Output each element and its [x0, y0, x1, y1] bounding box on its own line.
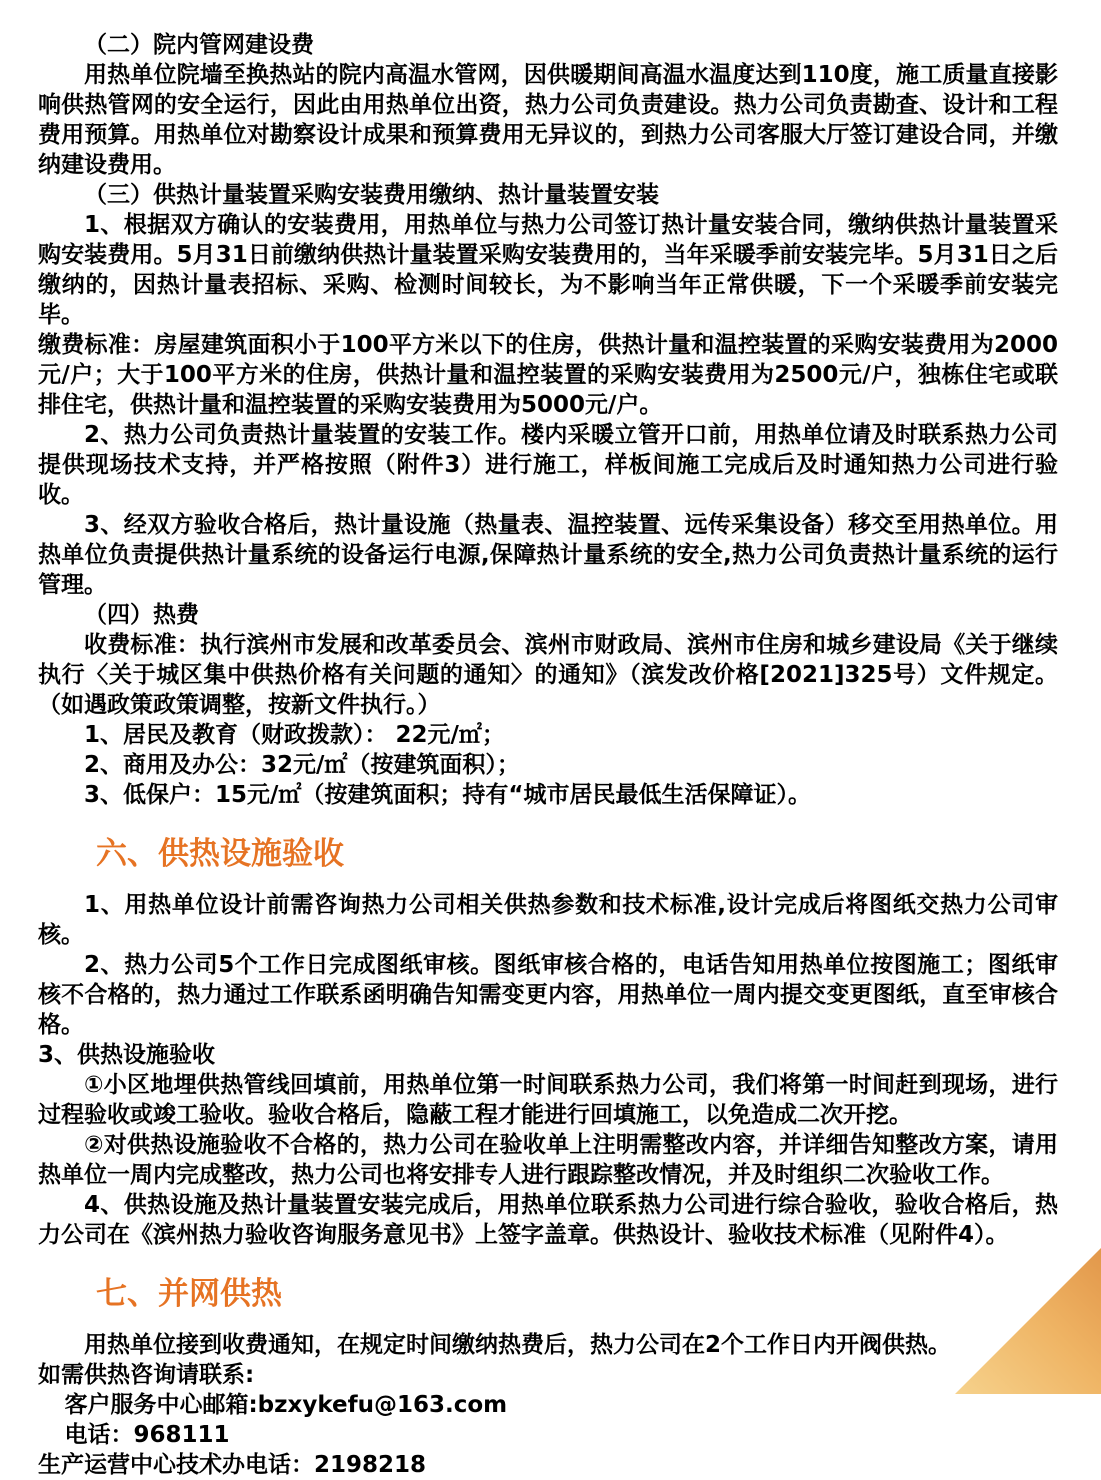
section-6-item-2: 2、热力公司5个工作日完成图纸审核。图纸审核合格的，电话告知用热单位按图施工；图纸审核不合格的，热力通过工作联系函明确告知需变更内容，用热单位一周内提交变更图纸，直至审核合格。 — [38, 952, 1058, 1038]
subsection-3-payment-standard: 缴费标准：房屋建筑面积小于100平方米以下的住房，供热计量和温控装置的采购安装费用为2000元/户；大于100平方米的住房，供热计量和温控装置的采购安装费用为2500元/户，独栋住宅或联排住宅，供热计量和温控装置的采购安装费用为5000元/户。 — [38, 332, 1058, 418]
section-6-heading: 六、供热设施验收 — [96, 836, 344, 872]
subsection-4-fee-standard: 收费标准：执行滨州市发展和改革委员会、滨州市财政局、滨州市住房和城乡建设局《关于继续执行〈关于城区集中供热价格有关问题的通知〉的通知》（滨发改价格[2021]325号）文件规定。（如遇政策政策调整，按新文件执行。） — [38, 632, 1058, 718]
subsection-2-title: （二）院内管网建设费 — [84, 32, 314, 58]
subsection-3-item-3: 3、经双方验收合格后，热计量设施（热量表、温控装置、远传采集设备）移交至用热单位。用热单位负责提供热计量系统的设备运行电源,保障热计量系统的安全,热力公司负责热计量系统的运行管理。 — [38, 512, 1058, 598]
document-body — [38, 30, 1058, 1480]
contact-phone: 电话：968111 — [64, 1422, 230, 1448]
subsection-3-item-1: 1、根据双方确认的安装费用，用热单位与热力公司签订热计量安装合同，缴纳供热计量装置采购安装费用。5月31日前缴纳供热计量装置采购安装费用的，当年采暖季前安装完毕。5月31日之后缴纳的，因热计量表招标、采购、检测时间较长，为不影响当年正常供暖，下一个采暖季前安装完毕。 — [38, 212, 1058, 328]
subsection-4-title: （四）热费 — [84, 602, 199, 628]
section-6-item-3-sub-1: ①小区地埋供热管线回填前，用热单位第一时间联系热力公司，我们将第一时间赶到现场，进行过程验收或竣工验收。验收合格后，隐蔽工程才能进行回填施工，以免造成二次开挖。 — [38, 1072, 1058, 1128]
section-6-item-1: 1、用热单位设计前需咨询热力公司相关供热参数和技术标准,设计完成后将图纸交热力公司审核。 — [38, 892, 1058, 948]
section-7-body: 用热单位接到收费通知，在规定时间缴纳热费后，热力公司在2个工作日内开阀供热。 — [84, 1332, 952, 1358]
subsection-3-item-2: 2、热力公司负责热计量装置的安装工作。楼内采暖立管开口前，用热单位请及时联系热力公司提供现场技术支持，并严格按照（附件3）进行施工，样板间施工完成后及时通知热力公司进行验收。 — [38, 422, 1058, 508]
subsection-3-title: （三）供热计量装置采购安装费用缴纳、热计量装置安装 — [84, 182, 659, 208]
contact-tech-phone: 生产运营中心技术办电话：2198218 — [38, 1452, 427, 1478]
section-6-item-4: 4、供热设施及热计量装置安装完成后，用热单位联系热力公司进行综合验收，验收合格后，热力公司在《滨州热力验收咨询服务意见书》上签字盖章。供热设计、验收技术标准（见附件4）。 — [38, 1192, 1058, 1248]
fee-low-income: 3、低保户：15元/㎡（按建筑面积；持有“城市居民最低生活保障证）。 — [84, 782, 812, 808]
section-7-heading: 七、并网供热 — [96, 1276, 282, 1312]
fee-commercial: 2、商用及办公：32元/㎡（按建筑面积）； — [84, 752, 520, 778]
fee-residential: 1、居民及教育（财政拨款）： 22元/㎡； — [84, 722, 505, 748]
section-6-item-3-title: 3、供热设施验收 — [38, 1042, 216, 1068]
contact-email: 客户服务中心邮箱:bzxykefu@163.com — [64, 1392, 508, 1418]
subsection-2-body: 用热单位院墙至换热站的院内高温水管网，因供暖期间高温水温度达到110度，施工质量直接影响供热管网的安全运行，因此由用热单位出资，热力公司负责建设。热力公司负责勘查、设计和工程费用预算。用热单位对勘察设计成果和预算费用无异议的，到热力公司客服大厅签订建设合同，并缴纳建设费用。 — [38, 62, 1058, 178]
contact-intro: 如需供热咨询请联系: — [38, 1362, 255, 1388]
section-6-item-3-sub-2: ②对供热设施验收不合格的，热力公司在验收单上注明需整改内容，并详细告知整改方案，请用热单位一周内完成整改，热力公司也将安排专人进行跟踪整改情况，并及时组织二次验收工作。 — [38, 1132, 1058, 1188]
